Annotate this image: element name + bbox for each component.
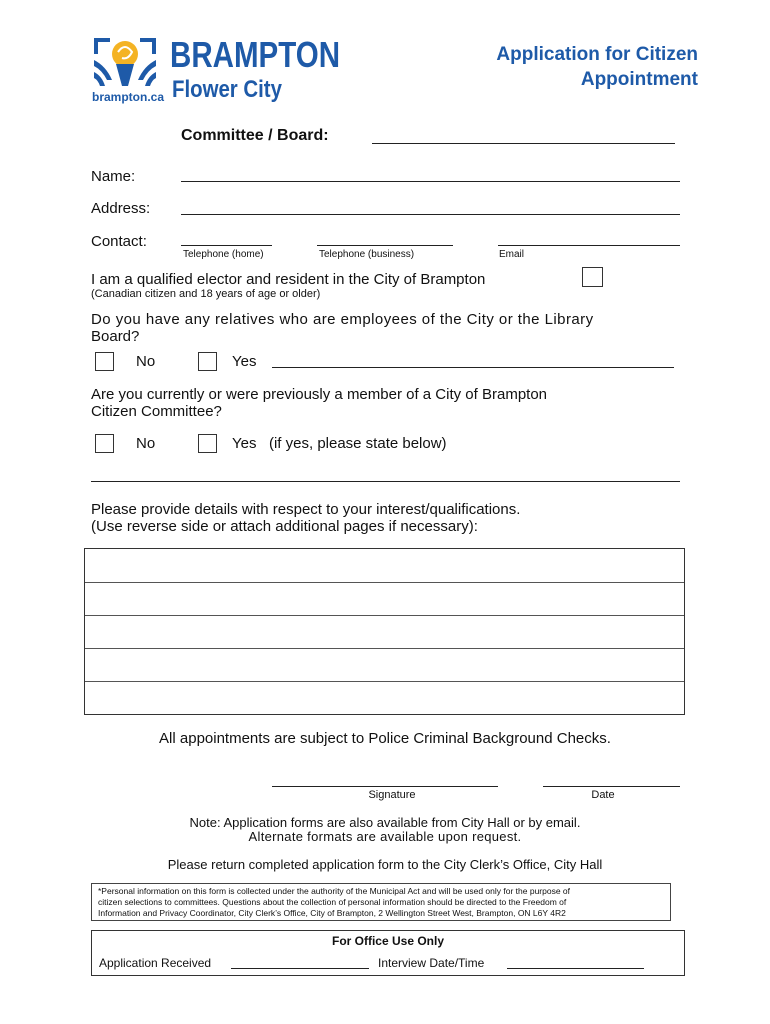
logo-wordmark: BRAMPTON (170, 34, 341, 75)
elector-statement: I am a qualified elector and resident in the City of Brampton (91, 271, 486, 288)
office-use-box (91, 930, 685, 976)
application-received-label: Application Received (99, 956, 212, 970)
relatives-no-label: No (136, 353, 156, 370)
logo-tagline: Flower City (172, 76, 282, 103)
member-question-line2: Citizen Committee? (91, 403, 222, 420)
member-yes-checkbox[interactable] (198, 434, 217, 453)
committee-input-line[interactable] (372, 143, 675, 144)
tel-business-label: Telephone (business) (319, 249, 415, 260)
availability-note-line2: Alternate formats are available upon request. (248, 829, 522, 844)
form-title (496, 42, 698, 92)
email-input-line[interactable] (498, 245, 680, 246)
contact-label: Contact: (91, 233, 147, 250)
name-input-line[interactable] (181, 181, 680, 182)
committee-label: Committee / Board: (181, 127, 329, 144)
member-details-input-line[interactable] (91, 481, 680, 482)
details-instruction-line1: Please provide details with respect to your interest/qualifications. (91, 501, 521, 518)
details-row-divider (85, 681, 684, 682)
tel-business-input-line[interactable] (317, 245, 453, 246)
member-no-label: No (136, 435, 156, 452)
privacy-line1: *Personal information on this form is collected under the authority of the Municipal Act and will be used only for the purpose of (98, 886, 571, 896)
relatives-question-line1: Do you have any relatives who are employees of the City or the Library (91, 311, 594, 328)
details-instruction-line2: (Use reverse side or attach additional pages if necessary): (91, 518, 478, 535)
form-title-line1: Application for Citizen (496, 44, 698, 65)
member-no-checkbox[interactable] (95, 434, 114, 453)
privacy-notice-box (91, 883, 671, 921)
flower-city-emblem-icon (92, 36, 158, 90)
office-use-title: For Office Use Only (331, 934, 445, 948)
return-instructions: Please return completed application form to the City Clerk’s Office, City Hall (167, 857, 603, 872)
elector-note: (Canadian citizen and 18 years of age or older) (91, 288, 321, 300)
availability-note-line1: Note: Application forms are also available from City Hall or by email. (189, 815, 581, 830)
tel-home-label: Telephone (home) (183, 249, 264, 260)
brampton-logo (92, 36, 362, 108)
signature-input-line[interactable] (272, 786, 498, 787)
relatives-yes-label: Yes (232, 353, 257, 370)
interview-date-label: Interview Date/Time (378, 956, 485, 970)
relatives-question-line2: Board? (91, 328, 140, 345)
relatives-no-checkbox[interactable] (95, 352, 114, 371)
signature-label: Signature (368, 789, 416, 801)
privacy-line2: citizen selections to committees. Questions about the collection of personal information should be directed to the Freedom of (98, 897, 567, 907)
tel-home-input-line[interactable] (181, 245, 272, 246)
address-input-line[interactable] (181, 214, 680, 215)
details-row-divider (85, 582, 684, 583)
form-title-line2: Appointment (580, 69, 698, 90)
details-box[interactable] (84, 548, 685, 715)
member-question-line1: Are you currently or were previously a member of a City of Brampton (91, 386, 548, 403)
application-received-input-line[interactable] (231, 968, 369, 969)
name-label: Name: (91, 168, 136, 185)
date-input-line[interactable] (543, 786, 680, 787)
details-row-divider (85, 648, 684, 649)
privacy-line3: Information and Privacy Coordinator, City Clerk’s Office, City of Brampton, 2 Wellington Street West, Brampton, ON L6Y 4R2 (98, 908, 566, 918)
relatives-yes-checkbox[interactable] (198, 352, 217, 371)
details-row-divider (85, 615, 684, 616)
address-label: Address: (91, 200, 151, 217)
interview-date-input-line[interactable] (507, 968, 644, 969)
email-label: Email (499, 249, 525, 260)
elector-checkbox[interactable] (582, 267, 603, 287)
member-yes-label: Yes (if yes, please state below) (232, 435, 447, 452)
date-label: Date (591, 789, 615, 801)
relatives-yes-input-line[interactable] (272, 367, 674, 368)
logo-url: brampton.ca (92, 90, 165, 104)
background-check-notice: All appointments are subject to Police Criminal Background Checks. (159, 730, 611, 747)
